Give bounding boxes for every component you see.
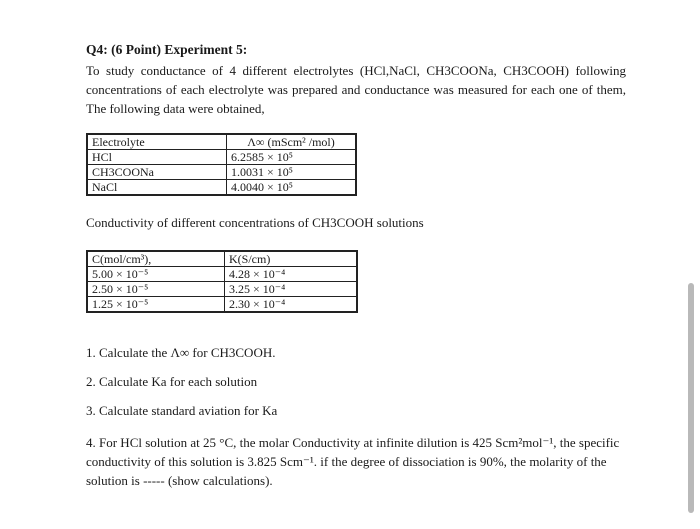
table-cell: 3.25 × 10⁻⁴ [225, 282, 358, 297]
table-cell: CH3COONa [87, 165, 227, 180]
table-header: K(S/cm) [225, 251, 358, 267]
table-header: Λ∞ (mScm² /mol) [227, 134, 357, 150]
question-title: Q4: (6 Point) Experiment 5: [86, 42, 248, 57]
table-header: C(mol/cm³), [87, 251, 225, 267]
table-row [87, 180, 356, 196]
table-row [87, 134, 356, 150]
table-cell: 5.00 × 10⁻⁵ [87, 267, 225, 282]
table-row [87, 165, 356, 180]
conductivity-table [86, 250, 358, 313]
table-cell: 6.2585 × 10⁵ [227, 150, 357, 165]
table-row [87, 282, 357, 297]
task-4: 4. For HCl solution at 25 °C, the molar Conductivity at infinite dilution is 425 Scm²mol⁻¹, the specific conductivity of this solution is 3.825 Scm⁻¹. if the degree of dissociation is 90%, the molarity of the solution is ----- (show calculations). [86, 435, 620, 488]
table-cell: 1.0031 × 10⁵ [227, 165, 357, 180]
table-cell: NaCl [87, 180, 227, 196]
vertical-scrollbar[interactable] [688, 283, 694, 513]
task-3: 3. Calculate standard aviation for Ka [86, 403, 278, 418]
table-cell: HCl [87, 150, 227, 165]
task-2: 2. Calculate Ka for each solution [86, 374, 258, 389]
table-cell: 2.30 × 10⁻⁴ [225, 297, 358, 313]
table-row [87, 297, 357, 313]
question-intro: To study conductance of 4 different electrolytes (HCl,NaCl, CH3COONa, CH3COOH) following concentrations of each electrolyte was prepared and conductance was measured for each one of them, The following data were obtained, [86, 63, 626, 116]
table-cell: 1.25 × 10⁻⁵ [87, 297, 225, 313]
table-row [87, 267, 357, 282]
table-row [87, 150, 356, 165]
table-cell: 2.50 × 10⁻⁵ [87, 282, 225, 297]
conductivity-heading: Conductivity of different concentrations of CH3COOH solutions [86, 215, 424, 230]
table-row [87, 251, 357, 267]
table-cell: 4.0040 × 10⁵ [227, 180, 357, 196]
limiting-conductivity-table [86, 133, 357, 196]
task-1: 1. Calculate the Λ∞ for CH3COOH. [86, 345, 276, 360]
table-header: Electrolyte [87, 134, 227, 150]
table-cell: 4.28 × 10⁻⁴ [225, 267, 358, 282]
